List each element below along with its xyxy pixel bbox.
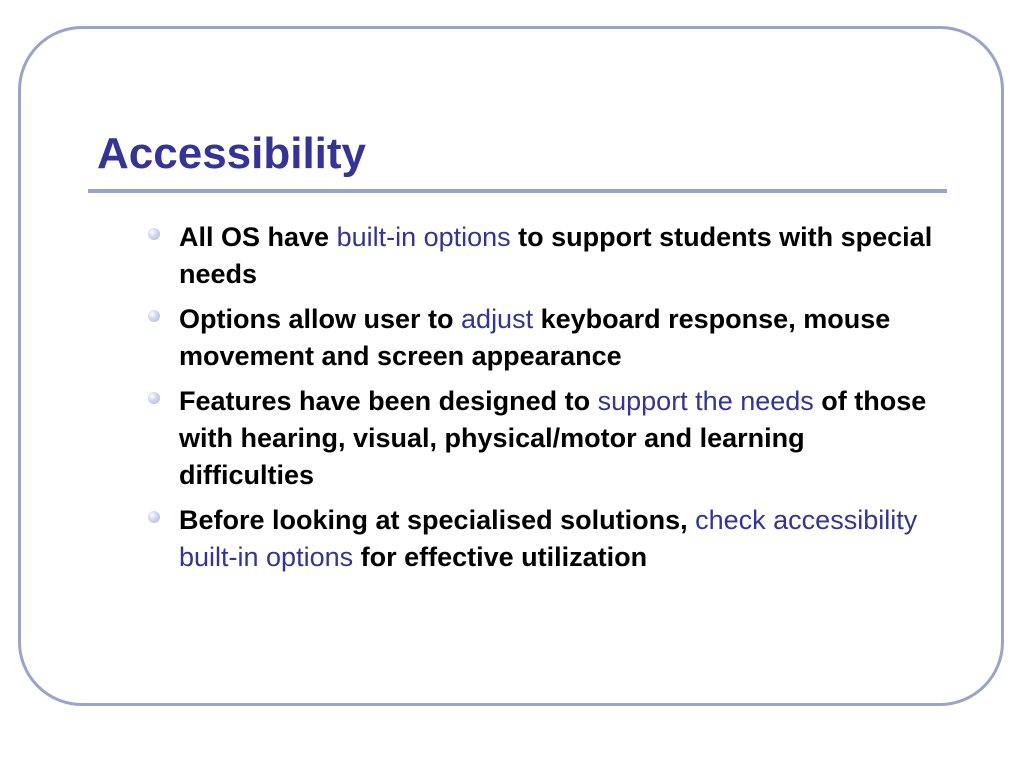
bullet-highlight: adjust [461, 304, 534, 334]
title-underline [88, 189, 947, 193]
bullet-highlight: built-in options [336, 222, 511, 252]
bullet-text: Options allow user to [179, 304, 462, 334]
bullet-text: for effective utilization [353, 542, 648, 572]
bullet-highlight: check accessibility built-in options [179, 505, 918, 572]
bullet-item-check-accessibility [145, 502, 935, 576]
bullet-text: to support students with special needs [179, 222, 933, 289]
bullet-text: of those with hearing, visual, physical/motor and learning difficulties [179, 386, 927, 490]
bullet-item-adjust [145, 301, 935, 375]
bullet-text: Features have been designed to [179, 386, 598, 416]
bullet-icon [148, 228, 160, 240]
bullet-highlight: support the needs [597, 386, 814, 416]
bullet-item-built-in-options [145, 219, 935, 293]
bullet-list [145, 219, 935, 584]
bullet-item-support-the-needs [145, 383, 935, 494]
slide-title: Accessibility [97, 129, 367, 178]
bullet-text: Before looking at specialised solutions, [179, 505, 696, 535]
bullet-icon [148, 511, 160, 523]
bullet-icon [148, 310, 160, 322]
bullet-text: keyboard response, mouse movement and screen appearance [179, 304, 891, 371]
bullet-text: All OS have [179, 222, 337, 252]
bullet-icon [148, 392, 160, 404]
